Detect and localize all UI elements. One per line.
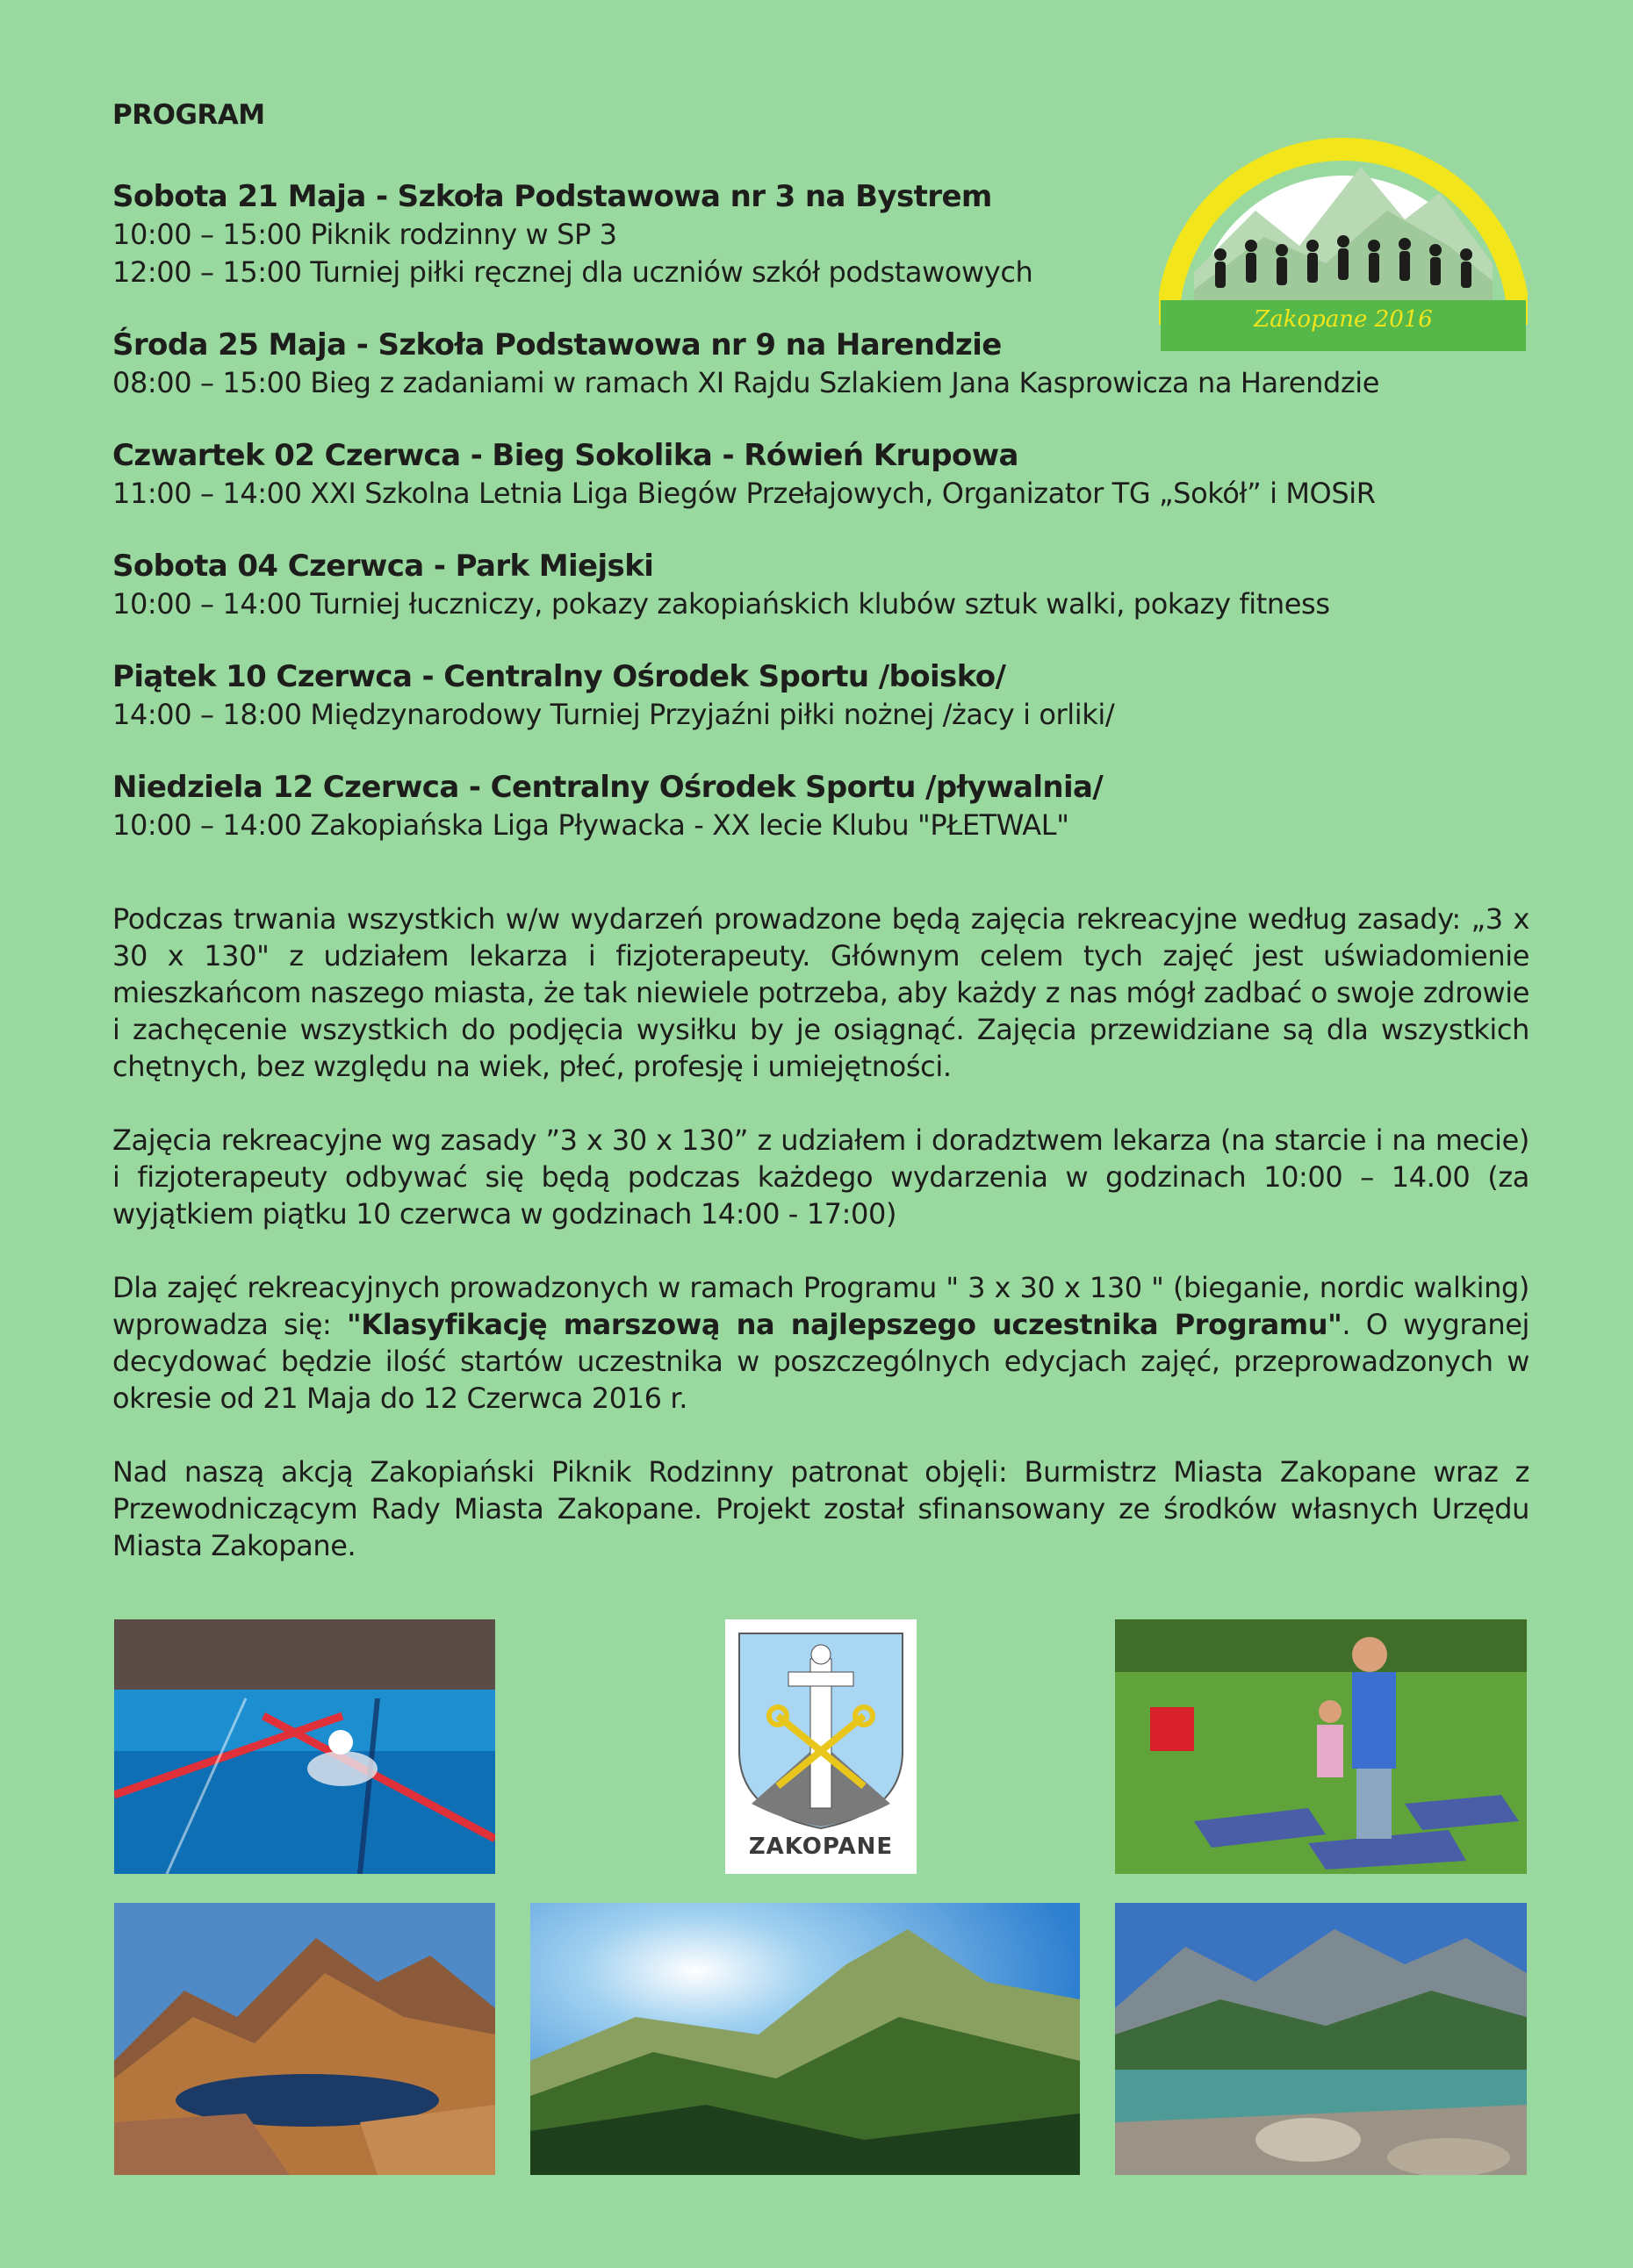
event-title: Niedziela 12 Czerwca - Centralny Ośrodek Sportu /pływalnia/ xyxy=(112,770,1104,805)
event-item xyxy=(112,547,1429,623)
coat-of-arms-label: ZAKOPANE xyxy=(748,1834,894,1860)
photo-children-activities xyxy=(1115,1619,1527,1874)
photo-morskie-oko-graphic xyxy=(1115,1903,1527,2175)
photo-mountains-sunrise-graphic xyxy=(530,1903,1080,2175)
description-paragraphs xyxy=(112,901,1529,1601)
paragraph-patronage: Nad naszą akcją Zakopiański Piknik Rodzinny patronat objęli: Burmistrz Miasta Zakopane wraz z Przewodniczącym Rady Miasta Zakopane. Projekt został sfinansowany ze środków własnych Urzędu Miasta Zakopane. xyxy=(112,1455,1529,1562)
photo-children-activities-graphic xyxy=(1115,1619,1527,1874)
event-title: Środa 25 Maja - Szkoła Podstawowa nr 9 na Harendzie xyxy=(112,327,1002,362)
event-title: Czwartek 02 Czerwca - Bieg Sokolika - Rówień Krupowa xyxy=(112,438,1018,473)
event-time-line: 10:00 – 14:00 Zakopiańska Liga Pływacka - XX lecie Klubu "PŁETWAL" xyxy=(112,808,1069,842)
event-item xyxy=(112,657,1429,734)
event-time-line: 11:00 – 14:00 XXI Szkolna Letnia Liga Biegów Przełajowych, Organizator TG „Sokół” i MOSiR xyxy=(112,477,1376,510)
photo-mountains-sunrise xyxy=(530,1903,1080,2175)
event-title: Sobota 04 Czerwca - Park Miejski xyxy=(112,549,654,584)
event-title: Piątek 10 Czerwca - Centralny Ośrodek Sportu /boisko/ xyxy=(112,659,1006,694)
zakopane-coat-of-arms xyxy=(725,1619,917,1874)
event-item xyxy=(112,436,1429,513)
event-time-line: 12:00 – 15:00 Turniej piłki ręcznej dla uczniów szkół podstawowych xyxy=(112,255,1033,289)
paragraph-schedule: Zajęcia rekreacyjne wg zasady ”3 x 30 x 130” z udziałem i doradztwem lekarza (na starcie i na mecie) i fizjoterapeuty odbywać się będą podczas każdego wydarzenia w godzinach 10:00 – 14.00 (za wyjątkiem piątku 10 czerwca w godzinach 14:00 - 17:00) xyxy=(112,1123,1529,1231)
event-time-line: 08:00 – 15:00 Bieg z zadaniami w ramach XI Rajdu Szlakiem Jana Kasprowicza na Harendzie xyxy=(112,366,1380,399)
event-logo xyxy=(1159,114,1528,351)
paragraph-classification-start: Dla zajęć rekreacyjnych prowadzonych w ramach Programu " 3 x 30 x 130 " (bieganie, nordic walking) wprowadza się: xyxy=(112,1271,1529,1341)
event-time-line: 14:00 – 18:00 Międzynarodowy Turniej Przyjaźni piłki nożnej /żacy i orliki/ xyxy=(112,698,1115,731)
photo-swimming-pool-graphic xyxy=(114,1619,495,1874)
event-time-line: 10:00 – 15:00 Piknik rodzinny w SP 3 xyxy=(112,218,617,251)
photo-mountain-lake xyxy=(114,1903,495,2175)
event-logo-text: Zakopane 2016 xyxy=(1254,306,1433,333)
paragraph-classification-end: . O wygranej decydować będzie ilość startów uczestnika w poszczególnych edycjach zajęć, przeprowadzonych w okresie od 21 Maja do 12 Czerwca 2016 r. xyxy=(112,1308,1529,1415)
event-time-line: 10:00 – 14:00 Turniej łuczniczy, pokazy zakopiańskich klubów sztuk walki, pokazy fitness xyxy=(112,587,1330,621)
classification-name: "Klasyfikację marszową na najlepszego uczestnika Programu" xyxy=(347,1308,1342,1341)
program-heading: PROGRAM xyxy=(112,99,265,131)
photo-morskie-oko xyxy=(1115,1903,1527,2175)
event-title: Sobota 21 Maja - Szkoła Podstawowa nr 3 na Bystrem xyxy=(112,179,992,214)
event-item xyxy=(112,768,1429,844)
photo-mountain-lake-graphic xyxy=(114,1903,495,2175)
paragraph-classification xyxy=(112,1269,1529,1417)
photo-swimming-pool xyxy=(114,1619,495,1874)
paragraph-rules: Podczas trwania wszystkich w/w wydarzeń prowadzone będą zajęcia rekreacyjne według zasady: „3 x 30 x 130" z udziałem lekarza i fizjoterapeuty. Głównym celem tych zajęć jest uświadomienie mieszkańcom naszego miasta, że tak niewiele potrzeba, aby każdy z nas mógł zadbać o swoje zdrowie i zachęcenie wszystkich do podjęcia wysiłku by je osiągnąć. Zajęcia przewidziane są dla wszystkich chętnych, bez względu na wiek, płeć, profesję i umiejętności. xyxy=(112,902,1529,1083)
